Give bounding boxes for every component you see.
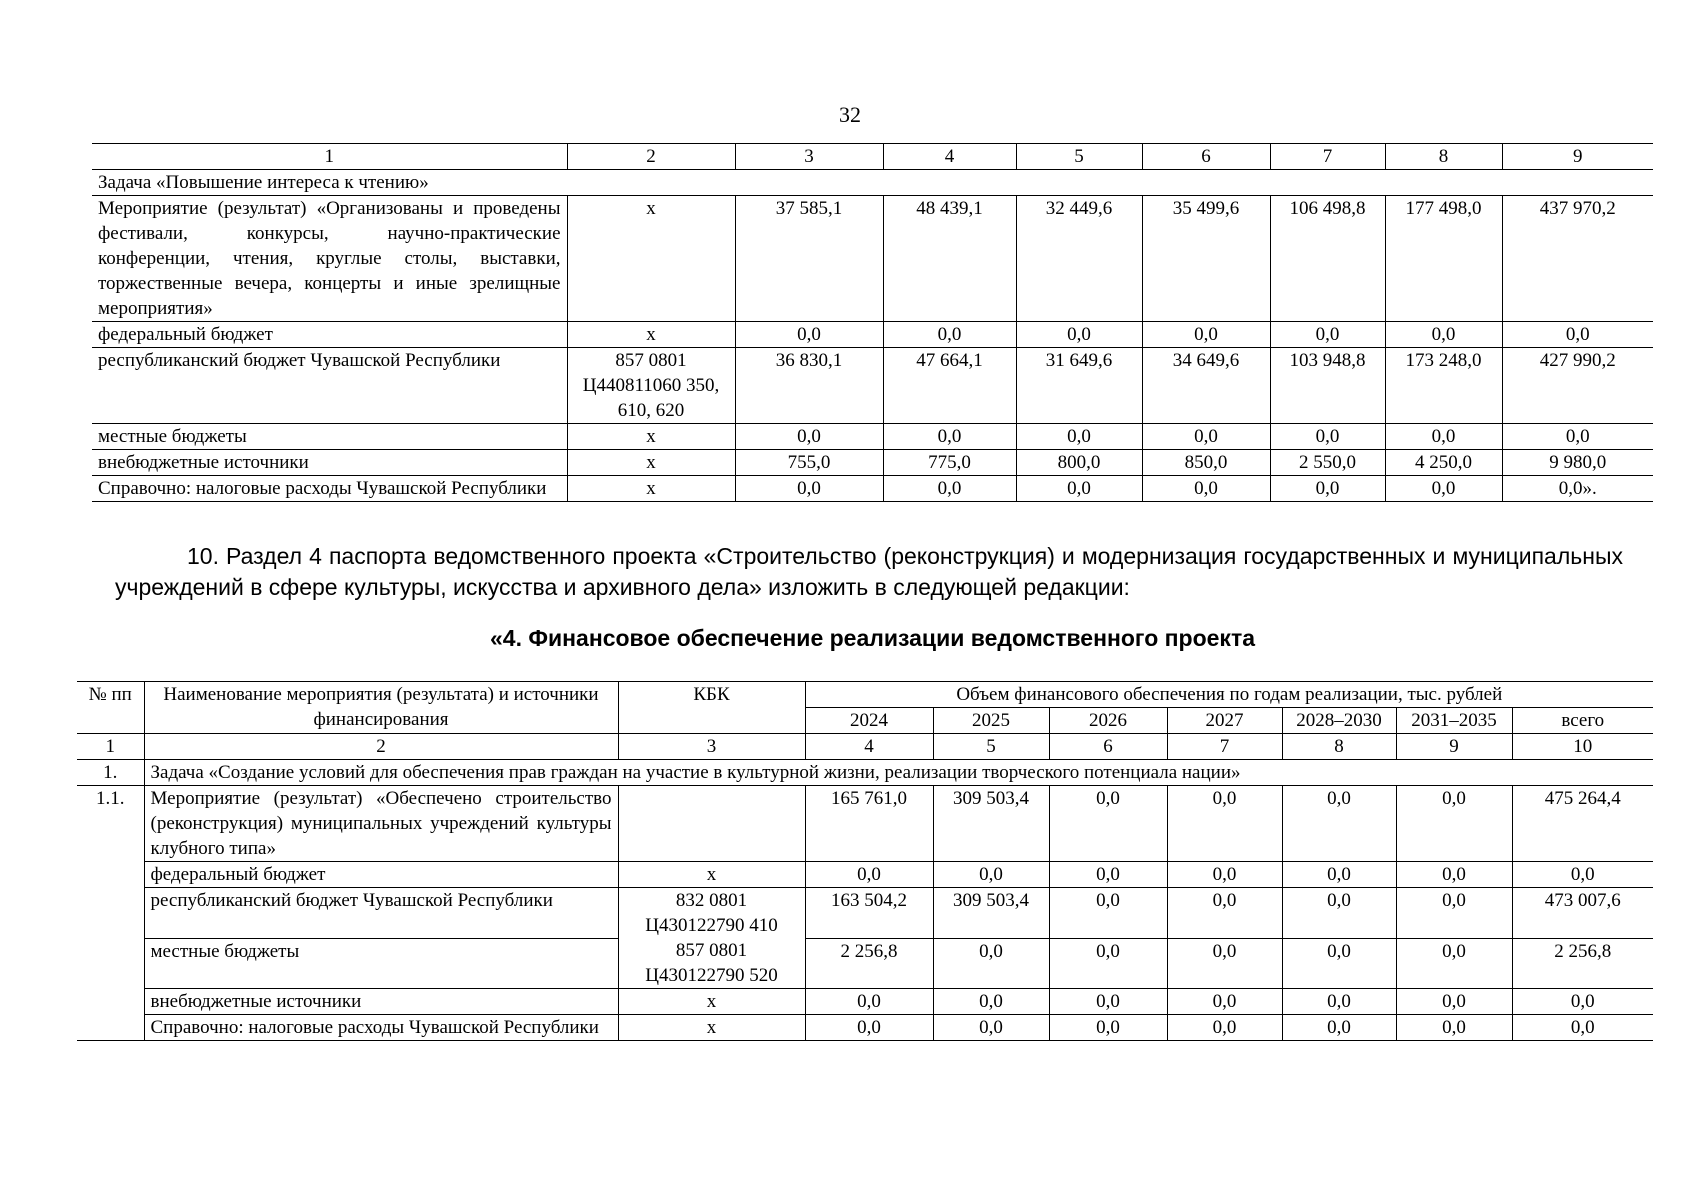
row-value: 0,0	[1049, 1015, 1167, 1041]
table-row	[92, 348, 1653, 424]
row-name: внебюджетные источники	[92, 450, 567, 476]
section-title: «4. Финансовое обеспечение реализации ведомственного проекта	[490, 625, 1255, 651]
row-value: 0,0	[1396, 862, 1512, 888]
row-value: 31 649,6	[1016, 348, 1142, 424]
row-value: 0,0	[933, 989, 1049, 1015]
row-value: 48 439,1	[883, 196, 1016, 322]
row-value: 165 761,0	[805, 786, 933, 862]
table1-colnum: 5	[1016, 144, 1142, 170]
row-value: 0,0	[1282, 786, 1396, 862]
table2-colnum: 6	[1049, 734, 1167, 760]
table2-colnum: 5	[933, 734, 1049, 760]
row-name: республиканский бюджет Чувашской Республики	[92, 348, 567, 424]
row-value: 0,0	[933, 1015, 1049, 1041]
row-value: 36 830,1	[735, 348, 883, 424]
table2-header-row	[77, 682, 1653, 708]
row-value: 0,0	[1396, 938, 1512, 989]
row-value: 473 007,6	[1512, 888, 1653, 939]
row-value: 0,0	[1385, 424, 1502, 450]
row-kbk	[618, 786, 805, 862]
table-row	[77, 786, 1653, 862]
row-value: 775,0	[883, 450, 1016, 476]
row-value: 755,0	[735, 450, 883, 476]
table-row	[77, 938, 1653, 989]
row-kbk: 857 0801 Ц440811060 350, 610, 620	[567, 348, 735, 424]
row-value: 0,0	[1167, 888, 1282, 939]
table2-task-row	[77, 760, 1653, 786]
row-value: 0,0	[1270, 322, 1385, 348]
header-year: 2027	[1167, 708, 1282, 734]
row-value: 177 498,0	[1385, 196, 1502, 322]
row-value: 0,0	[1016, 424, 1142, 450]
row-value: 0,0	[1282, 1015, 1396, 1041]
row-value: 0,0	[1282, 938, 1396, 989]
row-value: 437 970,2	[1502, 196, 1653, 322]
row-value: 0,0	[1167, 1015, 1282, 1041]
row-value: 9 980,0	[1502, 450, 1653, 476]
row-name: местные бюджеты	[144, 938, 618, 989]
header-num: № пп	[77, 682, 144, 734]
row-value: 2 550,0	[1270, 450, 1385, 476]
row-value: 32 449,6	[1016, 196, 1142, 322]
row-value: 0,0	[1502, 424, 1653, 450]
header-kbk: КБК	[618, 682, 805, 734]
header-year: 2024	[805, 708, 933, 734]
row-value: 4 250,0	[1385, 450, 1502, 476]
row-value: 37 585,1	[735, 196, 883, 322]
amendment-paragraph: 10. Раздел 4 паспорта ведомственного проекта «Строительство (реконструкция) и модернизация государственных и муниципальных учреждений в сфере культуры, искусства и архивного дела» изложить в следующей редакции:	[115, 543, 1623, 600]
row-value: 0,0	[1282, 888, 1396, 939]
row-value: 34 649,6	[1142, 348, 1270, 424]
row-value: 47 664,1	[883, 348, 1016, 424]
row-value: 0,0	[1270, 424, 1385, 450]
row-value: 0,0	[735, 424, 883, 450]
row-value: 0,0	[1049, 786, 1167, 862]
row-value: 0,0	[1016, 322, 1142, 348]
row-value: 0,0	[1512, 1015, 1653, 1041]
kbk-republican: 832 0801 Ц430122790 410	[645, 890, 778, 936]
row-value: 2 256,8	[1512, 938, 1653, 989]
header-year: 2028–2030	[1282, 708, 1396, 734]
row-value: 309 503,4	[933, 786, 1049, 862]
table1-colnum: 8	[1385, 144, 1502, 170]
row-value: 0,0	[1167, 938, 1282, 989]
row-value: 0,0	[735, 476, 883, 502]
table2-colnum: 10	[1512, 734, 1653, 760]
row-kbk: х	[618, 989, 805, 1015]
header-year: 2025	[933, 708, 1049, 734]
table-row	[77, 888, 1653, 939]
table-row	[92, 322, 1653, 348]
row-value: 309 503,4	[933, 888, 1049, 939]
row-value: 0,0	[1049, 989, 1167, 1015]
header-year: 2026	[1049, 708, 1167, 734]
row-name: местные бюджеты	[92, 424, 567, 450]
table2-colnum: 1	[77, 734, 144, 760]
row-kbk: х	[618, 1015, 805, 1041]
header-volume: Объем финансового обеспечения по годам реализации, тыс. рублей	[805, 682, 1653, 708]
row-value: 800,0	[1016, 450, 1142, 476]
table-row	[77, 989, 1653, 1015]
row-value: 0,0	[1282, 989, 1396, 1015]
row-name: Мероприятие (результат) «Обеспечено строительство (реконструкция) муниципальных учреждений культуры клубного типа»	[144, 786, 618, 862]
row-name: Справочно: налоговые расходы Чувашской Республики	[92, 476, 567, 502]
row-name: Справочно: налоговые расходы Чувашской Республики	[144, 1015, 618, 1041]
row-value: 0,0	[1142, 322, 1270, 348]
table2-colnum: 4	[805, 734, 933, 760]
header-name: Наименование мероприятия (результата) и источники финансирования	[144, 682, 618, 734]
row-value: 0,0	[1385, 322, 1502, 348]
project-finance-table	[77, 681, 1653, 1041]
table-row	[92, 476, 1653, 502]
row-value: 0,0».	[1502, 476, 1653, 502]
table-row	[92, 424, 1653, 450]
row-value: 427 990,2	[1502, 348, 1653, 424]
table2-colnum: 2	[144, 734, 618, 760]
row-value: 173 248,0	[1385, 348, 1502, 424]
row-kbk: х	[567, 196, 735, 322]
row-value: 0,0	[1049, 862, 1167, 888]
row-value: 0,0	[883, 476, 1016, 502]
page-number: 32	[839, 102, 861, 127]
row-name: федеральный бюджет	[144, 862, 618, 888]
table1-header-row	[92, 144, 1653, 170]
kbk-local: 857 0801 Ц430122790 520	[645, 940, 778, 986]
table2-colnum: 8	[1282, 734, 1396, 760]
row-value: 0,0	[1167, 862, 1282, 888]
row-value: 850,0	[1142, 450, 1270, 476]
row-name: Мероприятие (результат) «Организованы и проведены фестивали, конкурсы, научно-практические конференции, чтения, круглые столы, выставки, торжественные вечера, концерты и иные зрелищные мероприятия»	[92, 196, 567, 322]
table2-colnum: 9	[1396, 734, 1512, 760]
table1-colnum: 1	[92, 144, 567, 170]
item-num: 1.1.	[77, 786, 144, 1041]
row-value: 0,0	[805, 1015, 933, 1041]
row-value: 0,0	[1049, 938, 1167, 989]
table1-task: Задача «Повышение интереса к чтению»	[92, 170, 1653, 196]
row-value: 0,0	[1396, 786, 1512, 862]
table1-colnum: 2	[567, 144, 735, 170]
row-value: 0,0	[1512, 989, 1653, 1015]
row-value: 0,0	[1016, 476, 1142, 502]
table-row	[92, 450, 1653, 476]
row-value: 0,0	[1270, 476, 1385, 502]
table1-colnum: 4	[883, 144, 1016, 170]
task-num: 1.	[77, 760, 144, 786]
row-value: 0,0	[1142, 424, 1270, 450]
row-value: 0,0	[883, 424, 1016, 450]
row-value: 2 256,8	[805, 938, 933, 989]
row-kbk: х	[567, 424, 735, 450]
table2-colnum: 7	[1167, 734, 1282, 760]
row-value: 103 948,8	[1270, 348, 1385, 424]
row-value: 0,0	[805, 862, 933, 888]
row-value: 163 504,2	[805, 888, 933, 939]
row-kbk: х	[567, 476, 735, 502]
row-value: 0,0	[933, 938, 1049, 989]
row-value: 0,0	[1142, 476, 1270, 502]
table1-colnum: 3	[735, 144, 883, 170]
table1-colnum: 9	[1502, 144, 1653, 170]
row-value: 0,0	[1167, 786, 1282, 862]
table2-colnum-row	[77, 734, 1653, 760]
row-value: 0,0	[1385, 476, 1502, 502]
row-value: 0,0	[1396, 888, 1512, 939]
row-name: республиканский бюджет Чувашской Республики	[144, 888, 618, 939]
row-value: 106 498,8	[1270, 196, 1385, 322]
table-row	[77, 862, 1653, 888]
row-value: 0,0	[883, 322, 1016, 348]
table1-task-row	[92, 170, 1653, 196]
row-kbk: х	[618, 862, 805, 888]
row-value: 0,0	[1167, 989, 1282, 1015]
row-value: 475 264,4	[1512, 786, 1653, 862]
row-value: 0,0	[1512, 862, 1653, 888]
row-value: 0,0	[1282, 862, 1396, 888]
row-name: федеральный бюджет	[92, 322, 567, 348]
row-kbk: х	[567, 322, 735, 348]
table2-task: Задача «Создание условий для обеспечения прав граждан на участие в культурной жизни, реализации творческого потенциала нации»	[144, 760, 1653, 786]
row-kbk: х	[567, 450, 735, 476]
table1-colnum: 6	[1142, 144, 1270, 170]
row-name: внебюджетные источники	[144, 989, 618, 1015]
table-row	[92, 196, 1653, 322]
row-value: 0,0	[1049, 888, 1167, 939]
table-row	[77, 1015, 1653, 1041]
table1-colnum: 7	[1270, 144, 1385, 170]
row-value: 0,0	[933, 862, 1049, 888]
row-value: 0,0	[1502, 322, 1653, 348]
row-value: 35 499,6	[1142, 196, 1270, 322]
row-kbk-group	[618, 888, 805, 989]
row-value: 0,0	[735, 322, 883, 348]
header-year: 2031–2035	[1396, 708, 1512, 734]
row-value: 0,0	[1396, 1015, 1512, 1041]
table2-colnum: 3	[618, 734, 805, 760]
row-value: 0,0	[1396, 989, 1512, 1015]
row-value: 0,0	[805, 989, 933, 1015]
header-total: всего	[1512, 708, 1653, 734]
reading-task-finance-table	[92, 143, 1653, 502]
